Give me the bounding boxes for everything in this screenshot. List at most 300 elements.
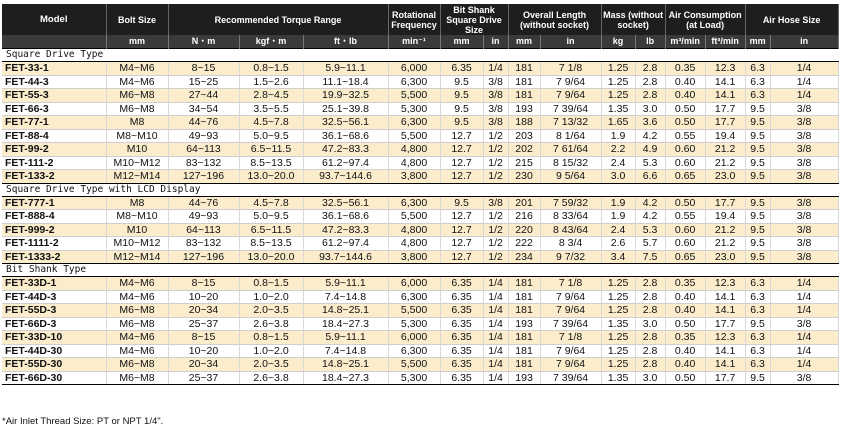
value-cell: M6~M8 xyxy=(106,371,168,385)
value-cell: 1/2 xyxy=(483,250,508,264)
value-cell: 4,800 xyxy=(388,143,440,157)
value-cell: 1/4 xyxy=(770,331,838,345)
value-cell: 6.5~11.5 xyxy=(239,143,303,157)
value-cell: 6.3 xyxy=(745,344,770,358)
value-cell: 83~132 xyxy=(168,237,239,251)
unit-cell: ft・lb xyxy=(303,35,388,49)
value-cell: 21.2 xyxy=(705,223,745,237)
value-cell: 9.5 xyxy=(745,129,770,143)
value-cell: 0.50 xyxy=(665,116,705,130)
model-cell: FET-66-3 xyxy=(2,102,106,116)
header-overall-length: Overall Length (without socket) xyxy=(508,4,601,35)
section-title: Square Drive Type with LCD Display xyxy=(2,183,838,196)
value-cell: 21.2 xyxy=(705,156,745,170)
value-cell: 3/8 xyxy=(483,196,508,210)
value-cell: 12.3 xyxy=(705,62,745,76)
value-cell: 17.7 xyxy=(705,116,745,130)
value-cell: 0.60 xyxy=(665,237,705,251)
value-cell: 19.4 xyxy=(705,210,745,224)
value-cell: 27~44 xyxy=(168,89,239,103)
value-cell: 1/2 xyxy=(483,223,508,237)
table-row xyxy=(2,210,838,224)
value-cell: 4,800 xyxy=(388,237,440,251)
value-cell: 0.40 xyxy=(665,304,705,318)
section-title: Bit Shank Type xyxy=(2,264,838,277)
value-cell: 1.25 xyxy=(601,277,635,291)
value-cell: 0.65 xyxy=(665,170,705,184)
value-cell: 14.1 xyxy=(705,290,745,304)
value-cell: 2.6~3.8 xyxy=(239,317,303,331)
spec-table xyxy=(2,4,839,385)
value-cell: 0.65 xyxy=(665,250,705,264)
value-cell: 6.35 xyxy=(440,371,483,385)
value-cell: M6~M8 xyxy=(106,358,168,372)
value-cell: 1/4 xyxy=(770,277,838,291)
value-cell: 19.4 xyxy=(705,129,745,143)
value-cell: 1/4 xyxy=(483,277,508,291)
value-cell: 1/4 xyxy=(770,62,838,76)
model-cell: FET-33D-1 xyxy=(2,277,106,291)
value-cell: 3/8 xyxy=(770,210,838,224)
table-row xyxy=(2,62,838,76)
value-cell: 44~76 xyxy=(168,196,239,210)
value-cell: 1/4 xyxy=(483,317,508,331)
value-cell: 0.40 xyxy=(665,344,705,358)
value-cell: 9.5 xyxy=(745,317,770,331)
value-cell: 4.9 xyxy=(635,143,665,157)
value-cell: 9.5 xyxy=(745,196,770,210)
value-cell: 2.2 xyxy=(601,143,635,157)
value-cell: 1.25 xyxy=(601,331,635,345)
value-cell: 12.7 xyxy=(440,156,483,170)
table-row xyxy=(2,304,838,318)
value-cell: 202 xyxy=(508,143,540,157)
value-cell: 8~15 xyxy=(168,331,239,345)
unit-cell-blank xyxy=(2,35,106,49)
value-cell: 7 9/64 xyxy=(540,89,601,103)
value-cell: 4.2 xyxy=(635,196,665,210)
value-cell: 5.9~11.1 xyxy=(303,331,388,345)
table-row xyxy=(2,290,838,304)
value-cell: 6.35 xyxy=(440,290,483,304)
value-cell: 0.50 xyxy=(665,102,705,116)
unit-cell: m³/min xyxy=(665,35,705,49)
value-cell: 36.1~68.6 xyxy=(303,210,388,224)
value-cell: 6.3 xyxy=(745,62,770,76)
value-cell: 3.4 xyxy=(601,250,635,264)
value-cell: 19.9~32.5 xyxy=(303,89,388,103)
value-cell: 4.5~7.8 xyxy=(239,116,303,130)
table-row xyxy=(2,250,838,264)
value-cell: 32.5~56.1 xyxy=(303,116,388,130)
value-cell: 12.7 xyxy=(440,223,483,237)
value-cell: 25~37 xyxy=(168,317,239,331)
value-cell: 12.7 xyxy=(440,129,483,143)
value-cell: 2.8 xyxy=(635,344,665,358)
value-cell: 9 5/64 xyxy=(540,170,601,184)
value-cell: 0.8~1.5 xyxy=(239,62,303,76)
header-air-hose: Air Hose Size xyxy=(745,4,838,35)
value-cell: 3/8 xyxy=(770,223,838,237)
value-cell: 0.35 xyxy=(665,277,705,291)
value-cell: 5,300 xyxy=(388,371,440,385)
value-cell: 8~15 xyxy=(168,62,239,76)
value-cell: 193 xyxy=(508,102,540,116)
value-cell: 5,300 xyxy=(388,317,440,331)
unit-cell: kg xyxy=(601,35,635,49)
value-cell: 1.25 xyxy=(601,290,635,304)
value-cell: 0.60 xyxy=(665,156,705,170)
value-cell: 2.4 xyxy=(601,156,635,170)
value-cell: 9.5 xyxy=(440,102,483,116)
value-cell: 13.0~20.0 xyxy=(239,250,303,264)
value-cell: 25~37 xyxy=(168,371,239,385)
value-cell: 1/4 xyxy=(770,290,838,304)
value-cell: 3/8 xyxy=(483,89,508,103)
table-row xyxy=(2,344,838,358)
value-cell: 216 xyxy=(508,210,540,224)
value-cell: 1.35 xyxy=(601,317,635,331)
unit-cell: mm xyxy=(508,35,540,49)
value-cell: M4~M6 xyxy=(106,344,168,358)
value-cell: 4,800 xyxy=(388,223,440,237)
value-cell: 14.8~25.1 xyxy=(303,304,388,318)
value-cell: 0.35 xyxy=(665,331,705,345)
value-cell: 93.7~144.6 xyxy=(303,170,388,184)
value-cell: 32.5~56.1 xyxy=(303,196,388,210)
value-cell: 3,800 xyxy=(388,250,440,264)
value-cell: 47.2~83.3 xyxy=(303,143,388,157)
value-cell: 6.35 xyxy=(440,344,483,358)
value-cell: 5,500 xyxy=(388,210,440,224)
value-cell: 17.7 xyxy=(705,196,745,210)
value-cell: 6,300 xyxy=(388,344,440,358)
value-cell: 0.35 xyxy=(665,62,705,76)
model-cell: FET-44D-3 xyxy=(2,290,106,304)
value-cell: 6.6 xyxy=(635,170,665,184)
value-cell: 1/4 xyxy=(483,344,508,358)
value-cell: 5.9~11.1 xyxy=(303,62,388,76)
value-cell: 3.0 xyxy=(635,371,665,385)
value-cell: 215 xyxy=(508,156,540,170)
value-cell: 0.8~1.5 xyxy=(239,331,303,345)
value-cell: 1.5~2.6 xyxy=(239,75,303,89)
model-cell: FET-66D-3 xyxy=(2,317,106,331)
value-cell: 9 7/32 xyxy=(540,250,601,264)
value-cell: 0.40 xyxy=(665,290,705,304)
section-header xyxy=(2,264,838,277)
value-cell: 127~196 xyxy=(168,250,239,264)
value-cell: 83~132 xyxy=(168,156,239,170)
value-cell: 1/4 xyxy=(770,89,838,103)
value-cell: 23.0 xyxy=(705,170,745,184)
value-cell: 7 9/64 xyxy=(540,304,601,318)
value-cell: 12.3 xyxy=(705,277,745,291)
value-cell: 188 xyxy=(508,116,540,130)
value-cell: 9.5 xyxy=(745,223,770,237)
value-cell: 6.35 xyxy=(440,317,483,331)
value-cell: M8~M10 xyxy=(106,129,168,143)
value-cell: 49~93 xyxy=(168,210,239,224)
value-cell: 3/8 xyxy=(483,116,508,130)
value-cell: M8 xyxy=(106,116,168,130)
value-cell: 181 xyxy=(508,290,540,304)
value-cell: M12~M14 xyxy=(106,170,168,184)
value-cell: 7 39/64 xyxy=(540,102,601,116)
value-cell: 7 59/32 xyxy=(540,196,601,210)
value-cell: 2.0~3.5 xyxy=(239,358,303,372)
table-row xyxy=(2,237,838,251)
value-cell: 12.7 xyxy=(440,170,483,184)
value-cell: 181 xyxy=(508,75,540,89)
value-cell: 1/4 xyxy=(770,75,838,89)
unit-cell: mm xyxy=(745,35,770,49)
unit-cell: in xyxy=(483,35,508,49)
value-cell: 181 xyxy=(508,89,540,103)
value-cell: M4~M6 xyxy=(106,75,168,89)
value-cell: 7 9/64 xyxy=(540,290,601,304)
value-cell: 6.3 xyxy=(745,331,770,345)
value-cell: 0.60 xyxy=(665,143,705,157)
model-cell: FET-99-2 xyxy=(2,143,106,157)
unit-cell: kgf・m xyxy=(239,35,303,49)
value-cell: 3/8 xyxy=(770,317,838,331)
value-cell: 1/4 xyxy=(483,290,508,304)
table-row xyxy=(2,89,838,103)
value-cell: 12.7 xyxy=(440,210,483,224)
value-cell: 47.2~83.3 xyxy=(303,223,388,237)
value-cell: 6,000 xyxy=(388,331,440,345)
model-cell: FET-55-3 xyxy=(2,89,106,103)
value-cell: 2.4 xyxy=(601,223,635,237)
value-cell: 1/2 xyxy=(483,156,508,170)
model-cell: FET-88-4 xyxy=(2,129,106,143)
model-cell: FET-133-2 xyxy=(2,170,106,184)
value-cell: 7 13/32 xyxy=(540,116,601,130)
value-cell: 193 xyxy=(508,317,540,331)
value-cell: 7.4~14.8 xyxy=(303,344,388,358)
value-cell: 1.0~2.0 xyxy=(239,290,303,304)
value-cell: 9.5 xyxy=(440,116,483,130)
value-cell: 5,300 xyxy=(388,102,440,116)
value-cell: 0.50 xyxy=(665,196,705,210)
value-cell: M8~M10 xyxy=(106,210,168,224)
value-cell: 12.7 xyxy=(440,250,483,264)
value-cell: 20~34 xyxy=(168,358,239,372)
value-cell: M10~M12 xyxy=(106,237,168,251)
value-cell: 14.8~25.1 xyxy=(303,358,388,372)
value-cell: 193 xyxy=(508,371,540,385)
table-row xyxy=(2,143,838,157)
value-cell: 0.60 xyxy=(665,223,705,237)
value-cell: 5.3 xyxy=(635,223,665,237)
value-cell: 222 xyxy=(508,237,540,251)
value-cell: 3/8 xyxy=(770,116,838,130)
unit-cell: ft³/min xyxy=(705,35,745,49)
value-cell: 5,500 xyxy=(388,358,440,372)
value-cell: 6.3 xyxy=(745,75,770,89)
value-cell: M6~M8 xyxy=(106,317,168,331)
unit-cell: lb xyxy=(635,35,665,49)
model-cell: FET-44-3 xyxy=(2,75,106,89)
value-cell: 6,000 xyxy=(388,277,440,291)
model-cell: FET-1111-2 xyxy=(2,237,106,251)
section-header xyxy=(2,49,838,62)
value-cell: 6.5~11.5 xyxy=(239,223,303,237)
value-cell: 7 1/8 xyxy=(540,331,601,345)
value-cell: 10~20 xyxy=(168,290,239,304)
unit-cell: min⁻¹ xyxy=(388,35,440,49)
value-cell: 64~113 xyxy=(168,223,239,237)
value-cell: 1/4 xyxy=(483,358,508,372)
value-cell: 5,500 xyxy=(388,89,440,103)
value-cell: 6.35 xyxy=(440,277,483,291)
value-cell: 1.25 xyxy=(601,75,635,89)
value-cell: 1/2 xyxy=(483,143,508,157)
value-cell: 1/4 xyxy=(483,304,508,318)
model-cell: FET-77-1 xyxy=(2,116,106,130)
value-cell: 9.5 xyxy=(745,170,770,184)
value-cell: 18.4~27.3 xyxy=(303,371,388,385)
value-cell: 7 1/8 xyxy=(540,277,601,291)
value-cell: 1/4 xyxy=(483,62,508,76)
value-cell: 3.0 xyxy=(635,317,665,331)
value-cell: 7 1/8 xyxy=(540,62,601,76)
value-cell: 3/8 xyxy=(770,143,838,157)
header-torque: Recommended Torque Range xyxy=(168,4,388,35)
value-cell: M4~M6 xyxy=(106,331,168,345)
unit-cell: mm xyxy=(440,35,483,49)
header-mass: Mass (without socket) xyxy=(601,4,665,35)
value-cell: 1.25 xyxy=(601,89,635,103)
value-cell: 6.3 xyxy=(745,358,770,372)
value-cell: 9.5 xyxy=(745,116,770,130)
value-cell: 220 xyxy=(508,223,540,237)
value-cell: 11.1~18.4 xyxy=(303,75,388,89)
value-cell: 1/4 xyxy=(483,371,508,385)
unit-cell: N・m xyxy=(168,35,239,49)
value-cell: 34~54 xyxy=(168,102,239,116)
value-cell: 6.35 xyxy=(440,304,483,318)
value-cell: 0.40 xyxy=(665,358,705,372)
value-cell: 181 xyxy=(508,62,540,76)
value-cell: 3,800 xyxy=(388,170,440,184)
value-cell: 15~25 xyxy=(168,75,239,89)
value-cell: 64~113 xyxy=(168,143,239,157)
value-cell: 7 39/64 xyxy=(540,317,601,331)
value-cell: M10~M12 xyxy=(106,156,168,170)
value-cell: 9.5 xyxy=(745,143,770,157)
value-cell: 9.5 xyxy=(745,156,770,170)
value-cell: 8 1/64 xyxy=(540,129,601,143)
value-cell: 17.7 xyxy=(705,102,745,116)
value-cell: 5.9~11.1 xyxy=(303,277,388,291)
value-cell: 6.3 xyxy=(745,89,770,103)
value-cell: 203 xyxy=(508,129,540,143)
header-air-consumption: Air Consumption (at Load) xyxy=(665,4,745,35)
value-cell: 8 33/64 xyxy=(540,210,601,224)
value-cell: 3/8 xyxy=(770,250,838,264)
header-bolt-size: Bolt Size xyxy=(106,4,168,35)
value-cell: 181 xyxy=(508,344,540,358)
value-cell: 2.6 xyxy=(601,237,635,251)
value-cell: 201 xyxy=(508,196,540,210)
value-cell: 0.8~1.5 xyxy=(239,277,303,291)
value-cell: 7 39/64 xyxy=(540,371,601,385)
value-cell: 3.0 xyxy=(601,170,635,184)
value-cell: 1.35 xyxy=(601,371,635,385)
table-row xyxy=(2,102,838,116)
unit-cell: in xyxy=(770,35,838,49)
value-cell: 9.5 xyxy=(745,102,770,116)
value-cell: 3/8 xyxy=(770,170,838,184)
value-cell: 23.0 xyxy=(705,250,745,264)
value-cell: 1.9 xyxy=(601,210,635,224)
table-row xyxy=(2,358,838,372)
value-cell: 1/4 xyxy=(770,304,838,318)
value-cell: 2.0~3.5 xyxy=(239,304,303,318)
table-row xyxy=(2,317,838,331)
value-cell: 1/4 xyxy=(483,331,508,345)
value-cell: 20~34 xyxy=(168,304,239,318)
value-cell: M6~M8 xyxy=(106,89,168,103)
model-cell: FET-33D-10 xyxy=(2,331,106,345)
value-cell: 2.8 xyxy=(635,89,665,103)
value-cell: 6,300 xyxy=(388,196,440,210)
section-title: Square Drive Type xyxy=(2,49,838,62)
value-cell: 7 61/64 xyxy=(540,143,601,157)
value-cell: 1.25 xyxy=(601,304,635,318)
table-body xyxy=(2,49,838,385)
value-cell: 8 43/64 xyxy=(540,223,601,237)
value-cell: 6,000 xyxy=(388,62,440,76)
value-cell: 14.1 xyxy=(705,75,745,89)
value-cell: 6.35 xyxy=(440,62,483,76)
table-row xyxy=(2,331,838,345)
value-cell: 2.6~3.8 xyxy=(239,371,303,385)
section-header xyxy=(2,183,838,196)
value-cell: 1.25 xyxy=(601,62,635,76)
model-cell: FET-777-1 xyxy=(2,196,106,210)
model-cell: FET-33-1 xyxy=(2,62,106,76)
value-cell: 2.8~4.5 xyxy=(239,89,303,103)
value-cell: 1.35 xyxy=(601,102,635,116)
value-cell: 1/2 xyxy=(483,237,508,251)
value-cell: 17.7 xyxy=(705,317,745,331)
value-cell: 4.5~7.8 xyxy=(239,196,303,210)
value-cell: M12~M14 xyxy=(106,250,168,264)
value-cell: 3/8 xyxy=(770,129,838,143)
value-cell: 3/8 xyxy=(770,237,838,251)
value-cell: 9.5 xyxy=(745,210,770,224)
value-cell: 3/8 xyxy=(770,156,838,170)
value-cell: 8.5~13.5 xyxy=(239,156,303,170)
value-cell: 181 xyxy=(508,304,540,318)
model-cell: FET-44D-30 xyxy=(2,344,106,358)
value-cell: 93.7~144.6 xyxy=(303,250,388,264)
value-cell: 234 xyxy=(508,250,540,264)
value-cell: 14.1 xyxy=(705,304,745,318)
value-cell: 3/8 xyxy=(770,196,838,210)
model-cell: FET-1333-2 xyxy=(2,250,106,264)
value-cell: 0.50 xyxy=(665,371,705,385)
unit-cell: mm xyxy=(106,35,168,49)
value-cell: 14.1 xyxy=(705,358,745,372)
value-cell: 3/8 xyxy=(483,102,508,116)
table-row xyxy=(2,75,838,89)
unit-row xyxy=(2,35,838,49)
value-cell: 7 9/64 xyxy=(540,75,601,89)
